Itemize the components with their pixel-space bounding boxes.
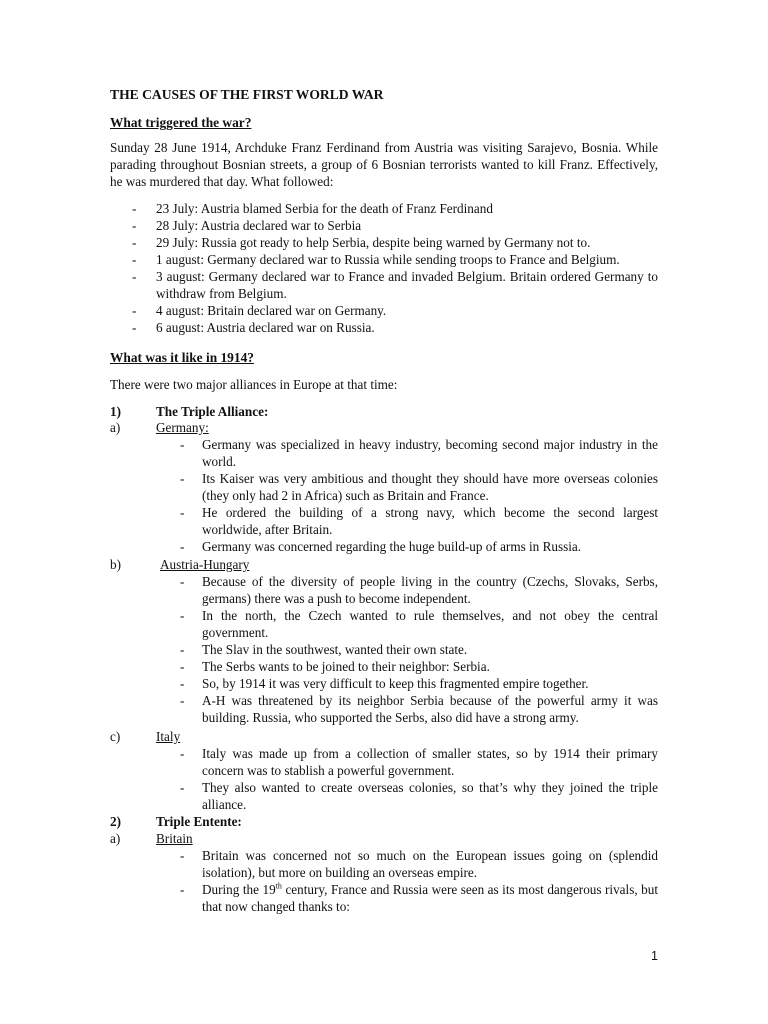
list-item: - A-H was threatened by its neighbor Serbia because of the powerful army it was building. Russia, who supported the Serbs, also did have a strong army. xyxy=(180,693,658,725)
list-item: - They also wanted to create overseas colonies, so that’s why they joined the triple alliance. xyxy=(180,780,658,812)
italy-points xyxy=(156,745,658,813)
country-heading-austria-hungary: b) Austria-Hungary xyxy=(110,557,250,572)
page-number: 1 xyxy=(651,949,658,963)
list-item: - 4 august: Britain declared war on Germany. xyxy=(132,303,387,318)
germany-points xyxy=(156,436,658,555)
list-item: - During the 19th century, France and Russia were seen as its most dangerous rivals, but that now changed thanks to: xyxy=(180,881,658,914)
list-item: - The Serbs wants to be joined to their neighbor: Serbia. xyxy=(180,659,490,674)
section-heading-triggered: What triggered the war? xyxy=(110,115,252,130)
list-item: - Italy was made up from a collection of smaller states, so by 1914 their primary concern was to stablish a powerful government. xyxy=(180,746,658,778)
austria-hungary-points xyxy=(156,573,658,726)
list-item: - In the north, the Czech wanted to rule themselves, and not obey the central government. xyxy=(180,608,658,640)
list-item: - 3 august: Germany declared war to France and invaded Belgium. Britain ordered Germany to withdraw from Belgium. xyxy=(132,269,658,301)
list-item: - Because of the diversity of people living in the country (Czechs, Slovaks, Serbs, germans) there was a push to become independent. xyxy=(180,574,658,606)
list-item: - 28 July: Austria declared war to Serbia xyxy=(132,218,362,233)
country-heading-britain: a) Britain xyxy=(110,831,193,846)
alliance-heading-triple-alliance: 1) The Triple Alliance: xyxy=(110,404,269,419)
list-item: - 29 July: Russia got ready to help Serbia, despite being warned by Germany not to. xyxy=(132,235,591,250)
timeline-list xyxy=(110,200,658,336)
section-heading-1914: What was it like in 1914? xyxy=(110,350,254,365)
list-item: - Its Kaiser was very ambitious and thought they should have more overseas colonies (they only had 2 in Africa) such as Britain and France. xyxy=(180,471,658,503)
list-item: - He ordered the building of a strong navy, which become the second largest worldwide, after Britain. xyxy=(180,505,658,537)
alliance-heading-triple-entente: 2) Triple Entente: xyxy=(110,814,242,829)
britain-points xyxy=(156,847,658,915)
country-heading-germany: a) Germany: xyxy=(110,420,209,435)
list-item: - 6 august: Austria declared war on Russia. xyxy=(132,320,375,335)
list-item: - Germany was specialized in heavy industry, becoming second major industry in the world. xyxy=(180,437,658,469)
list-item: - 23 July: Austria blamed Serbia for the death of Franz Ferdinand xyxy=(132,201,493,216)
list-item: - So, by 1914 it was very difficult to keep this fragmented empire together. xyxy=(180,676,589,691)
country-heading-italy: c) Italy xyxy=(110,729,181,744)
list-item: - Britain was concerned not so much on the European issues going on (splendid isolation), but more on building an overseas empire. xyxy=(180,848,658,880)
section-paragraph-triggered: Sunday 28 June 1914, Archduke Franz Ferdinand from Austria was visiting Sarajevo, Bosnia. While parading throughout Bosnian streets, a group of 6 Bosnian terrorists wanted to kill Franz. Effectively, he was murdered that day. What followed: xyxy=(110,140,658,189)
section-intro-1914: There were two major alliances in Europe at that time: xyxy=(110,377,398,392)
list-item: - 1 august: Germany declared war to Russia while sending troops to France and Belgium. xyxy=(132,252,620,267)
document-title: THE CAUSES OF THE FIRST WORLD WAR xyxy=(110,87,384,102)
list-item: - The Slav in the southwest, wanted their own state. xyxy=(180,642,468,657)
list-item: - Germany was concerned regarding the huge build-up of arms in Russia. xyxy=(180,539,582,554)
